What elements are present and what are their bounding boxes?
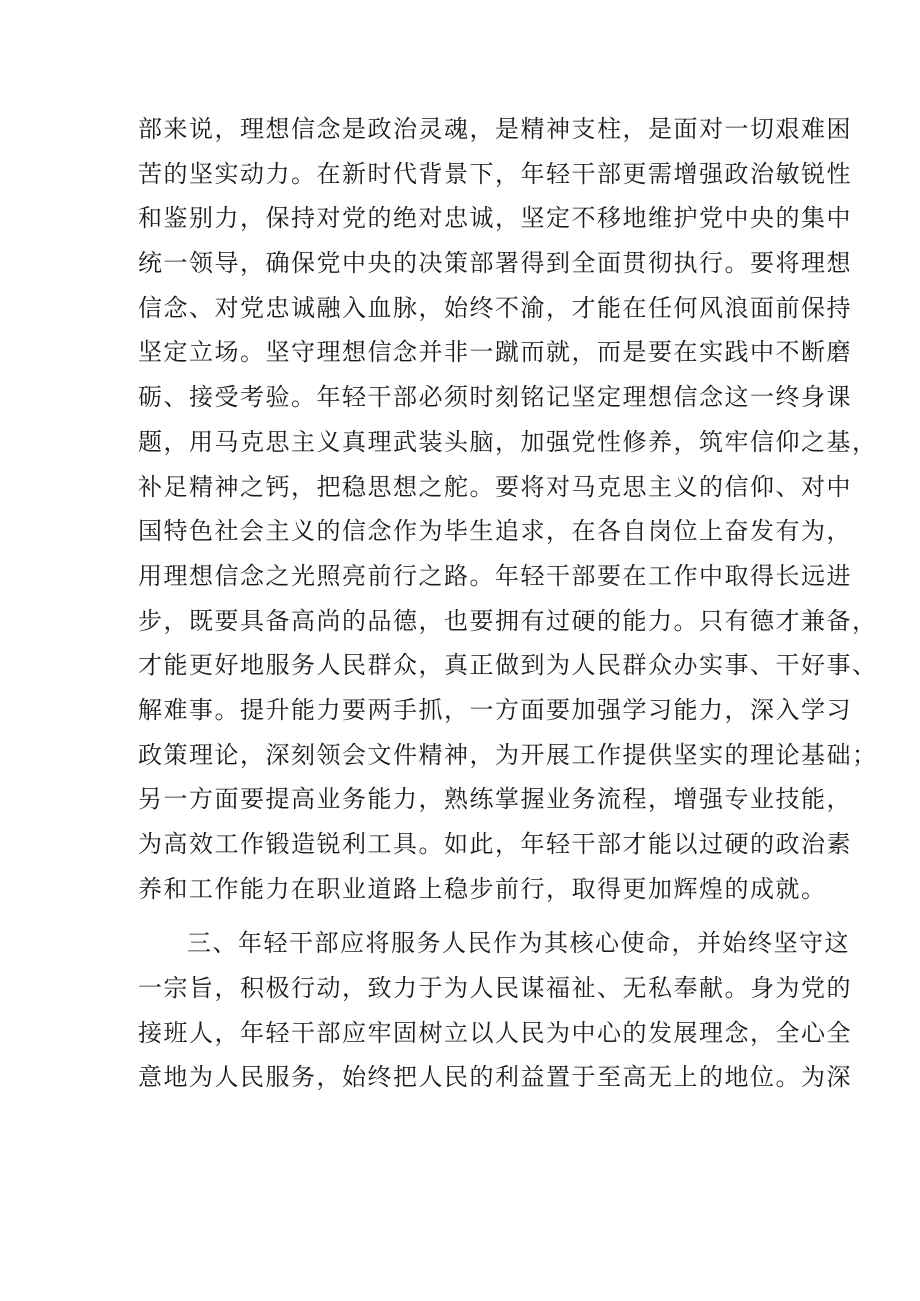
- paragraph-2: [138, 921, 852, 1100]
- text-line: 苦的坚实动力。在新时代背景下，年轻干部更需增强政治敏锐性: [138, 159, 852, 188]
- paragraph-1: [138, 107, 878, 911]
- text-line: 步，既要具备高尚的品德，也要拥有过硬的能力。只有德才兼备，: [138, 606, 878, 635]
- text-line: 国特色社会主义的信念作为毕生追求，在各自岗位上奋发有为，: [138, 517, 852, 546]
- text-line: 接班人，年轻干部应牢固树立以人民为中心的发展理念，全心全: [138, 1018, 852, 1047]
- text-line: 养和工作能力在职业道路上稳步前行，取得更加辉煌的成就。: [138, 874, 827, 903]
- text-line: 和鉴别力，保持对党的绝对忠诚，坚定不移地维护党中央的集中: [138, 204, 852, 233]
- text-line: 砺、接受考验。年轻干部必须时刻铭记坚定理想信念这一终身课: [138, 383, 852, 412]
- text-line: 补足精神之钙，把稳思想之舵。要将对马克思主义的信仰、对中: [138, 472, 852, 501]
- text-line: 另一方面要提高业务能力，熟练掌握业务流程，增强专业技能，: [138, 785, 852, 814]
- text-line: 题，用马克思主义真理武装头脑，加强党性修养，筑牢信仰之基，: [138, 427, 878, 456]
- text-line: 部来说，理想信念是政治灵魂，是精神支柱，是面对一切艰难困: [138, 115, 852, 143]
- text-line: 一宗旨，积极行动，致力于为人民谋福祉、无私奉献。身为党的: [138, 974, 852, 1003]
- text-line: 为高效工作锻造锐利工具。如此，年轻干部才能以过硬的政治素: [138, 830, 852, 858]
- paragraph-spacer: [138, 911, 798, 921]
- body-text: [138, 107, 878, 1100]
- text-line: 政策理论，深刻领会文件精神，为开展工作提供坚实的理论基础；: [138, 740, 878, 769]
- text-line: 统一领导，确保党中央的决策部署得到全面贯彻执行。要将理想: [138, 249, 852, 278]
- text-line: 三、年轻干部应将服务人民作为其核心使命，并始终坚守这: [187, 929, 850, 958]
- text-line: 意地为人民服务，始终把人民的利益置于至高无上的地位。为深: [138, 1063, 852, 1092]
- text-line: 才能更好地服务人民群众，真正做到为人民群众办实事、干好事、: [138, 651, 878, 680]
- text-line: 信念、对党忠诚融入血脉，始终不渝，才能在任何风浪面前保持: [138, 293, 852, 322]
- text-line: 解难事。提升能力要两手抓，一方面要加强学习能力，深入学习: [138, 695, 852, 724]
- text-line: 坚定立场。坚守理想信念并非一蹴而就，而是要在实践中不断磨: [138, 338, 852, 367]
- text-line: 用理想信念之光照亮前行之路。年轻干部要在工作中取得长远进: [138, 561, 852, 590]
